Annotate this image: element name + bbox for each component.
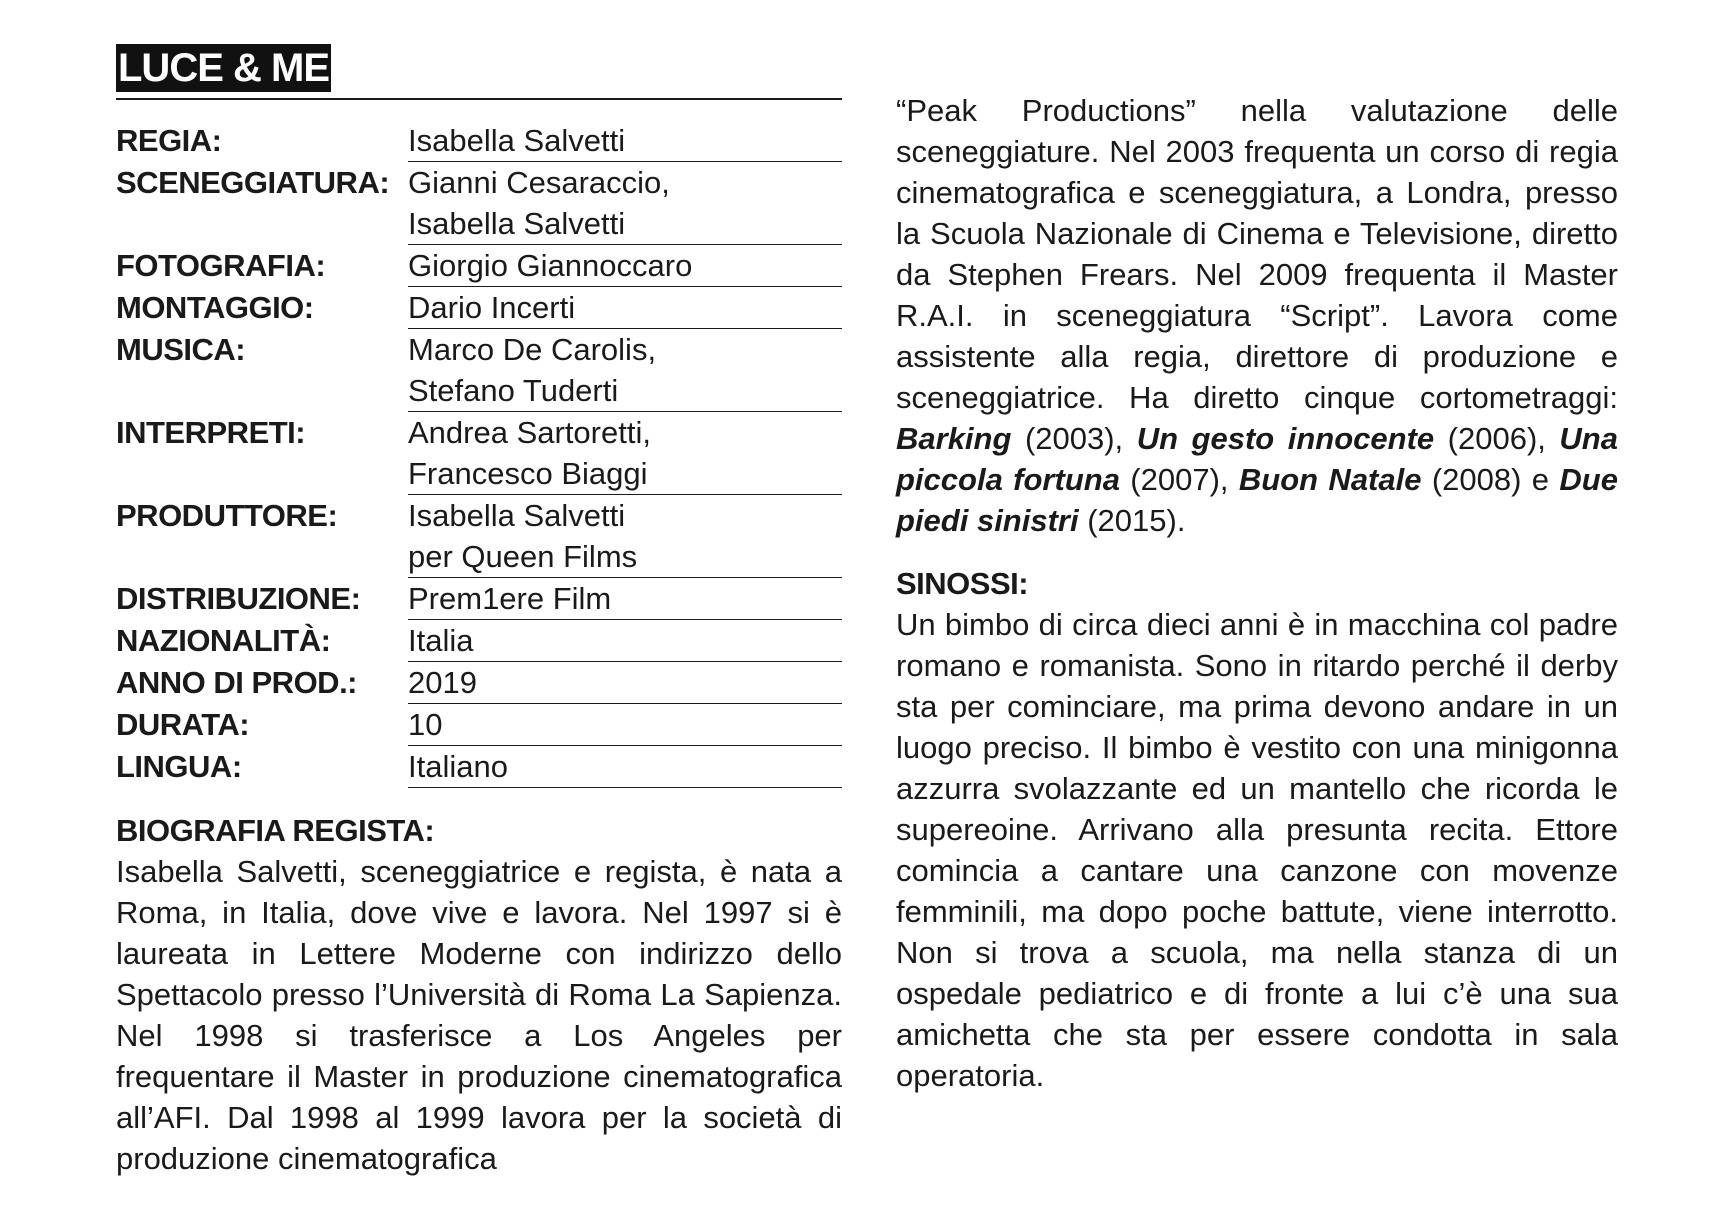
credit-value-line: Giorgio Giannoccaro	[408, 245, 842, 287]
credit-value	[408, 578, 842, 620]
left-column	[116, 40, 842, 1179]
biography-heading: BIOGRAFIA REGISTA:	[116, 813, 435, 848]
film-title-italic: Due piedi sinistri	[896, 462, 1618, 538]
film-year: (2007),	[1119, 462, 1239, 497]
filmography	[896, 421, 1618, 538]
credit-label: MONTAGGIO:	[116, 290, 314, 325]
credit-label: MUSICA:	[116, 332, 246, 367]
credit-value-line: Marco De Carolis,	[408, 332, 657, 367]
credit-value-line: Francesco Biaggi	[408, 453, 842, 495]
credit-label: FOTOGRAFIA:	[116, 248, 326, 283]
biography-text-part2-lead: “Peak Productions” nella valutazione delle sceneggiature. Nel 2003 frequenta un corso di regia cinematografica e sceneggiatura, a Londra, presso la Scuola Nazionale di Cinema e Televisione, diretto da Stephen Frears. Nel 2009 frequenta il Master R.A.I. in sceneggiatura “Script”. Lavora come assistente alla regia, direttore di produzione e sceneggiatrice. Ha diretto cinque cortometraggi:	[896, 93, 1618, 415]
biography-text-part2	[896, 90, 1618, 541]
credit-row	[116, 329, 842, 412]
credit-value-line: Gianni Cesaraccio,	[408, 165, 670, 200]
credit-value	[408, 245, 842, 287]
credit-label: DISTRIBUZIONE:	[116, 581, 361, 616]
synopsis-text: Un bimbo di circa dieci anni è in macchina col padre romano e romanista. Sono in ritardo perché il derby sta per cominciare, ma prima devono andare in un luogo preciso. Il bimbo è vestito con una minigonna azzurra svolazzante ed un mantello che ricorda le supereoine. Arrivano alla presunta recita. Ettore comincia a cantare una canzone con movenze femminili, ma dopo poche battute, viene interrotto. Non si trova a scuola, ma nella stanza di un ospedale pediatrico e di fronte a lui c’è una sua amichetta che sta per essere condotta in sala operatoria.	[896, 607, 1618, 1093]
right-column	[896, 90, 1618, 1096]
film-title: LUCE & ME	[118, 46, 329, 90]
credit-value-line: Isabella Salvetti	[408, 203, 842, 245]
credit-value	[408, 287, 842, 329]
credit-row	[116, 120, 842, 162]
credit-row	[116, 412, 842, 495]
credit-value-line: Italiano	[408, 746, 842, 788]
credit-value-line: Andrea Sartoretti,	[408, 415, 651, 450]
credit-value	[408, 495, 842, 578]
credit-row	[116, 704, 842, 746]
credit-value-line: Isabella Salvetti	[408, 120, 842, 162]
film-title-italic: Una piccola fortuna	[896, 421, 1618, 497]
credit-row	[116, 287, 842, 329]
credit-value	[408, 162, 842, 245]
credit-value-line: Italia	[408, 620, 842, 662]
credit-value	[408, 412, 842, 495]
credit-label: NAZIONALITÀ:	[116, 623, 331, 658]
credit-value-line: 2019	[408, 662, 842, 704]
credit-row	[116, 162, 842, 245]
credit-row	[116, 245, 842, 287]
credit-value	[408, 662, 842, 704]
film-year: (2003),	[1011, 421, 1137, 456]
credit-label: REGIA:	[116, 123, 222, 158]
credit-row	[116, 495, 842, 578]
credit-value	[408, 120, 842, 162]
synopsis-heading: SINOSSI:	[896, 566, 1029, 601]
film-title-italic: Buon Natale	[1238, 462, 1422, 497]
film-year: (2008) e	[1421, 462, 1560, 497]
film-year: (2006),	[1434, 421, 1560, 456]
credit-label: SCENEGGIATURA:	[116, 165, 390, 200]
credit-row	[116, 578, 842, 620]
film-year: (2015).	[1078, 503, 1186, 538]
credit-label: LINGUA:	[116, 749, 242, 784]
title-bar	[116, 40, 842, 100]
credit-label: DURATA:	[116, 707, 250, 742]
credit-label: PRODUTTORE:	[116, 498, 338, 533]
credit-row	[116, 746, 842, 788]
credits-list	[116, 120, 842, 788]
credit-value-line: 10	[408, 704, 842, 746]
credit-value	[408, 704, 842, 746]
film-title-italic: Barking	[896, 421, 1012, 456]
biography-text-part1: Isabella Salvetti, sceneggiatrice e regista, è nata a Roma, in Italia, dove vive e lavora. Nel 1997 si è laureata in Lettere Moderne con indirizzo dello Spettacolo presso l’Università di Roma La Sapienza. Nel 1998 si trasferisce a Los Angeles per frequentare il Master in produzione cinematografica all’AFI. Dal 1998 al 1999 lavora per la società di produzione cinematografica	[116, 854, 842, 1176]
credit-value-line: Dario Incerti	[408, 287, 842, 329]
credit-row	[116, 662, 842, 704]
credit-value-line: Prem1ere Film	[408, 578, 842, 620]
credit-value	[408, 329, 842, 412]
credit-value	[408, 620, 842, 662]
credit-value	[408, 746, 842, 788]
credit-label: ANNO DI PROD.:	[116, 665, 357, 700]
film-title-italic: Un gesto innocente	[1136, 421, 1435, 456]
credit-row	[116, 620, 842, 662]
credit-label: INTERPRETI:	[116, 415, 306, 450]
credit-value-line: Stefano Tuderti	[408, 370, 842, 412]
credit-value-line: per Queen Films	[408, 536, 842, 578]
credit-value-line: Isabella Salvetti	[408, 498, 626, 533]
